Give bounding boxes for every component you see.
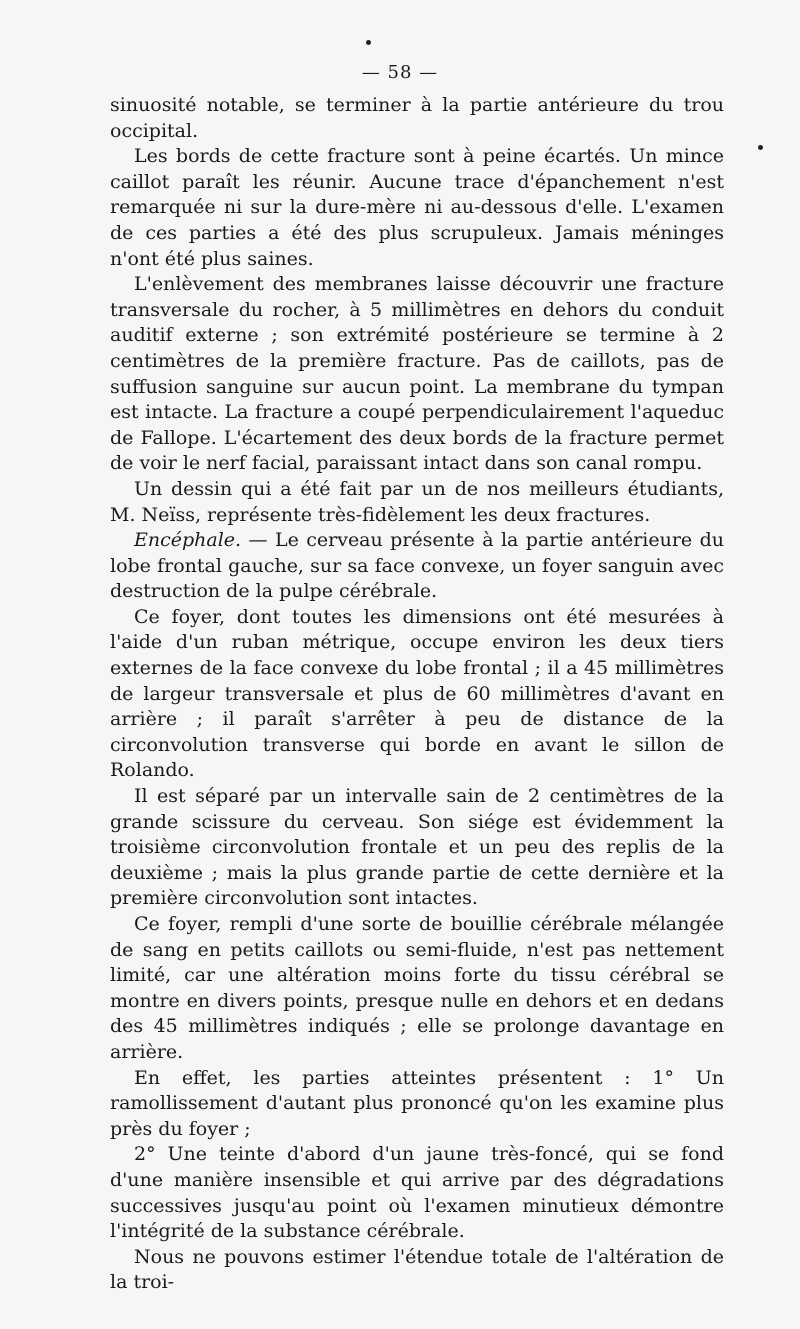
paragraph-text: 2° Une teinte d'abord d'un jaune très-foncé, qui se fond d'une manière insensible et qui arrive par des dégradations successives jusqu'au point où l'examen minutieux démontre l'intégrité de la substance cérébrale. bbox=[110, 1143, 724, 1243]
page-number: — 58 — bbox=[361, 62, 439, 83]
section-lead: Encéphale. bbox=[134, 529, 242, 552]
paragraph-text: Ce foyer, rempli d'une sorte de bouillie cérébrale mélangée de sang en petits caillots ou semi-fluide, n'est pas nettement limité, car une altération moins forte du tissu cérébral se montre en divers points, presque nulle en dehors et en dedans des 45 millimètres indiqués ; elle se prolonge davantage en arrière. bbox=[110, 913, 724, 1063]
paragraph bbox=[110, 477, 724, 528]
paragraph bbox=[110, 1245, 724, 1296]
paragraph bbox=[110, 784, 724, 912]
paragraph-text: sinuosité notable, se terminer à la partie antérieure du trou occipital. bbox=[110, 94, 724, 142]
paragraph-text: Un dessin qui a été fait par un de nos meilleurs étudiants, M. Neïss, représente très-fidèlement les deux fractures. bbox=[110, 477, 724, 526]
paragraph bbox=[110, 1142, 724, 1244]
paragraph bbox=[110, 605, 724, 784]
paragraph bbox=[110, 272, 724, 477]
paragraph-text: Les bords de cette fracture sont à peine écartés. Un mince caillot paraît les réunir. Aucune trace d'épanchement n'est remarquée ni sur la dure-mère ni au-dessous d'elle. L'examen de ces parties a été des plus scrupuleux. Jamais méninges n'ont été plus saines. bbox=[110, 145, 724, 270]
paragraph bbox=[110, 912, 724, 1066]
paragraph-text: En effet, les parties atteintes présentent : 1° Un ramollissement d'autant plus prononcé qu'on les examine plus près du foyer ; bbox=[110, 1066, 724, 1140]
paragraph bbox=[110, 144, 724, 272]
paragraph bbox=[110, 528, 724, 605]
ink-speck bbox=[366, 40, 371, 45]
paragraph-text: L'enlèvement des membranes laisse découvrir une fracture transversale du rocher, à 5 millimètres en dehors du conduit auditif externe ; son extrémité postérieure se termine à 2 centimètres de la première fracture. Pas de caillots, pas de suffusion sanguine sur aucun point. La membrane du tympan est intacte. La fracture a coupé perpendiculairement l'aqueduc de Fallope. L'écartement des deux bords de la fracture permet de voir le nerf facial, paraissant intact dans son canal rompu. bbox=[110, 273, 724, 475]
paragraph bbox=[110, 93, 724, 144]
paragraph-text: — Le cerveau présente à la partie antérieure du lobe frontal gauche, sur sa face convexe, un foyer sanguin avec destruction de la pulpe cérébrale. bbox=[110, 529, 724, 603]
paragraph-text: Ce foyer, dont toutes les dimensions ont été mesurées à l'aide d'un ruban métrique, occupe environ les deux tiers externes de la face convexe du lobe frontal ; il a 45 millimètres de largeur transversale et plus de 60 millimètres d'avant en arrière ; il paraît s'arrêter à peu de distance de la circonvolution transverse qui borde en avant le sillon de Rolando. bbox=[110, 605, 724, 782]
ink-speck bbox=[758, 145, 763, 150]
paragraph-text: Nous ne pouvons estimer l'étendue totale de l'altération de la troi- bbox=[110, 1245, 724, 1294]
paragraph bbox=[110, 1066, 724, 1143]
paragraph-text: Il est séparé par un intervalle sain de 2 centimètres de la grande scissure du cerveau. Son siége est évidemment la troisième circonvolution frontale et un peu des replis de la deuxième ; mais la plus grande partie de cette dernière et la première circonvolution sont intactes. bbox=[110, 785, 724, 910]
body-text bbox=[110, 93, 724, 1296]
